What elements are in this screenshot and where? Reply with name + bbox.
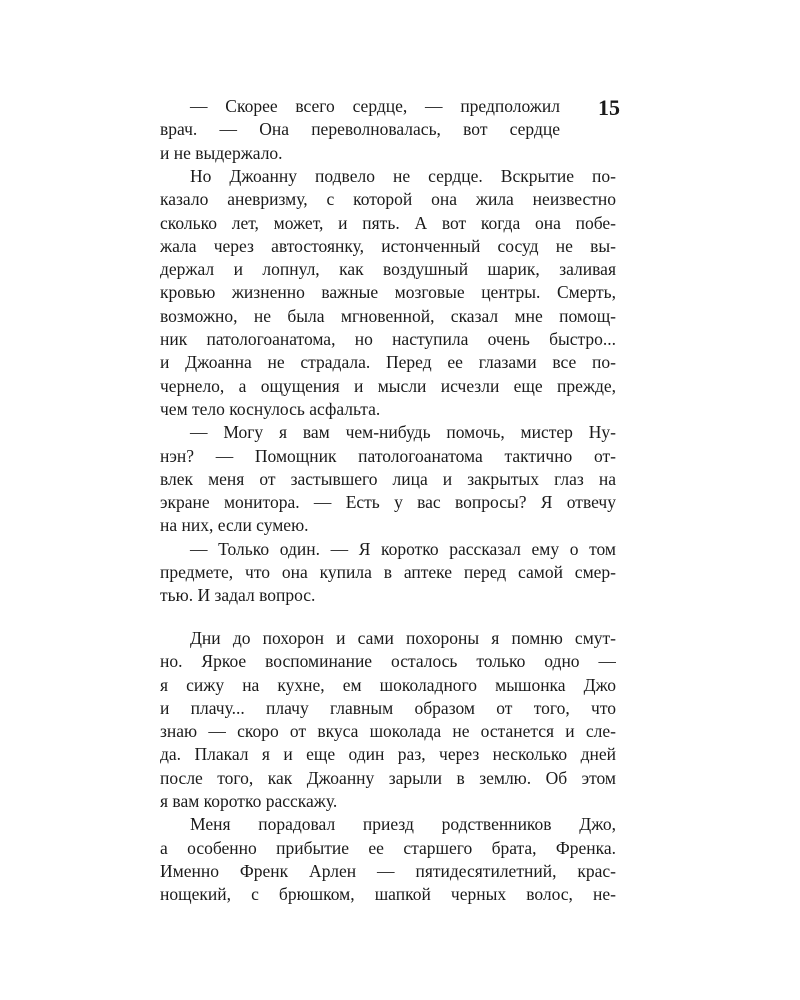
text-line: знаю — скоро от вкуса шоколада не останется и сле- xyxy=(160,721,616,742)
section-two-paragraphs xyxy=(160,627,616,907)
text-line: Именно Френк Арлен — пятидесятилетний, крас- xyxy=(160,860,616,881)
text-line: экране монитора. — Есть у вас вопросы? Я отвечу xyxy=(160,492,616,513)
opening-paragraph xyxy=(160,95,560,165)
page-number: 15 xyxy=(598,95,620,120)
text-line: нэн? — Помощник патологоанатома тактично от- xyxy=(160,445,616,466)
text-line: чернело, а ощущения и мысли исчезли еще прежде, xyxy=(160,375,616,396)
text-line: сколько лет, может, и пять. А вот когда она побе- xyxy=(160,212,616,233)
text-line: предмете, что она купила в аптеке перед самой смер- xyxy=(160,562,616,583)
body-paragraphs xyxy=(160,165,616,608)
text-line: тью. И задал вопрос. xyxy=(160,585,316,606)
text-line: но. Яркое воспоминание осталось только одно — xyxy=(160,651,616,672)
text-line: — Могу я вам чем-нибудь помочь, мистер Ну- xyxy=(190,422,616,443)
text-line: казало аневризму, с которой она жила неизвестно xyxy=(160,189,616,210)
text-line: и плачу... плачу главным образом от того, что xyxy=(160,697,616,718)
text-line: возможно, не была мгновенной, сказал мне помощ- xyxy=(160,305,616,326)
text-line: — Скорее всего сердце, — предположил xyxy=(190,96,560,116)
text-line: чем тело коснулось асфальта. xyxy=(160,398,381,419)
text-line: кровью жизненно важные мозговые центры. Смерть, xyxy=(160,282,616,303)
text-line: ник патологоанатома, но наступила очень быстро... xyxy=(160,329,616,350)
text-line: я сижу на кухне, ем шоколадного мышонка Джо xyxy=(160,674,616,695)
text-line: да. Плакал я и еще один раз, через несколько дней xyxy=(160,744,616,765)
text-line: Но Джоанну подвело не сердце. Вскрытие по- xyxy=(190,166,616,186)
text-line: влек меня от застывшего лица и закрытых глаз на xyxy=(160,468,616,489)
text-line: на них, если сумею. xyxy=(160,515,309,536)
text-line: Дни до похорон и сами похороны я помню смут- xyxy=(190,628,616,648)
text-line: жала через автостоянку, истонченный сосуд не вы- xyxy=(160,235,616,256)
text-line: а особенно прибытие ее старшего брата, Френка. xyxy=(160,837,616,858)
text-line: нощекий, с брюшком, шапкой черных волос, не- xyxy=(160,884,616,905)
text-line: после того, как Джоанну зарыли в землю. Об этом xyxy=(160,767,616,788)
text-line: врач. — Она переволновалась, вот сердце xyxy=(160,119,560,140)
text-line: — Только один. — Я коротко рассказал ему о том xyxy=(190,538,616,559)
text-line: держал и лопнул, как воздушный шарик, заливая xyxy=(160,259,616,280)
text-line: и не выдержало. xyxy=(160,142,283,163)
text-line: Меня порадовал приезд родственников Джо, xyxy=(190,814,616,835)
text-line: я вам коротко расскажу. xyxy=(160,791,338,812)
text-line: и Джоанна не страдала. Перед ее глазами все по- xyxy=(160,352,616,373)
